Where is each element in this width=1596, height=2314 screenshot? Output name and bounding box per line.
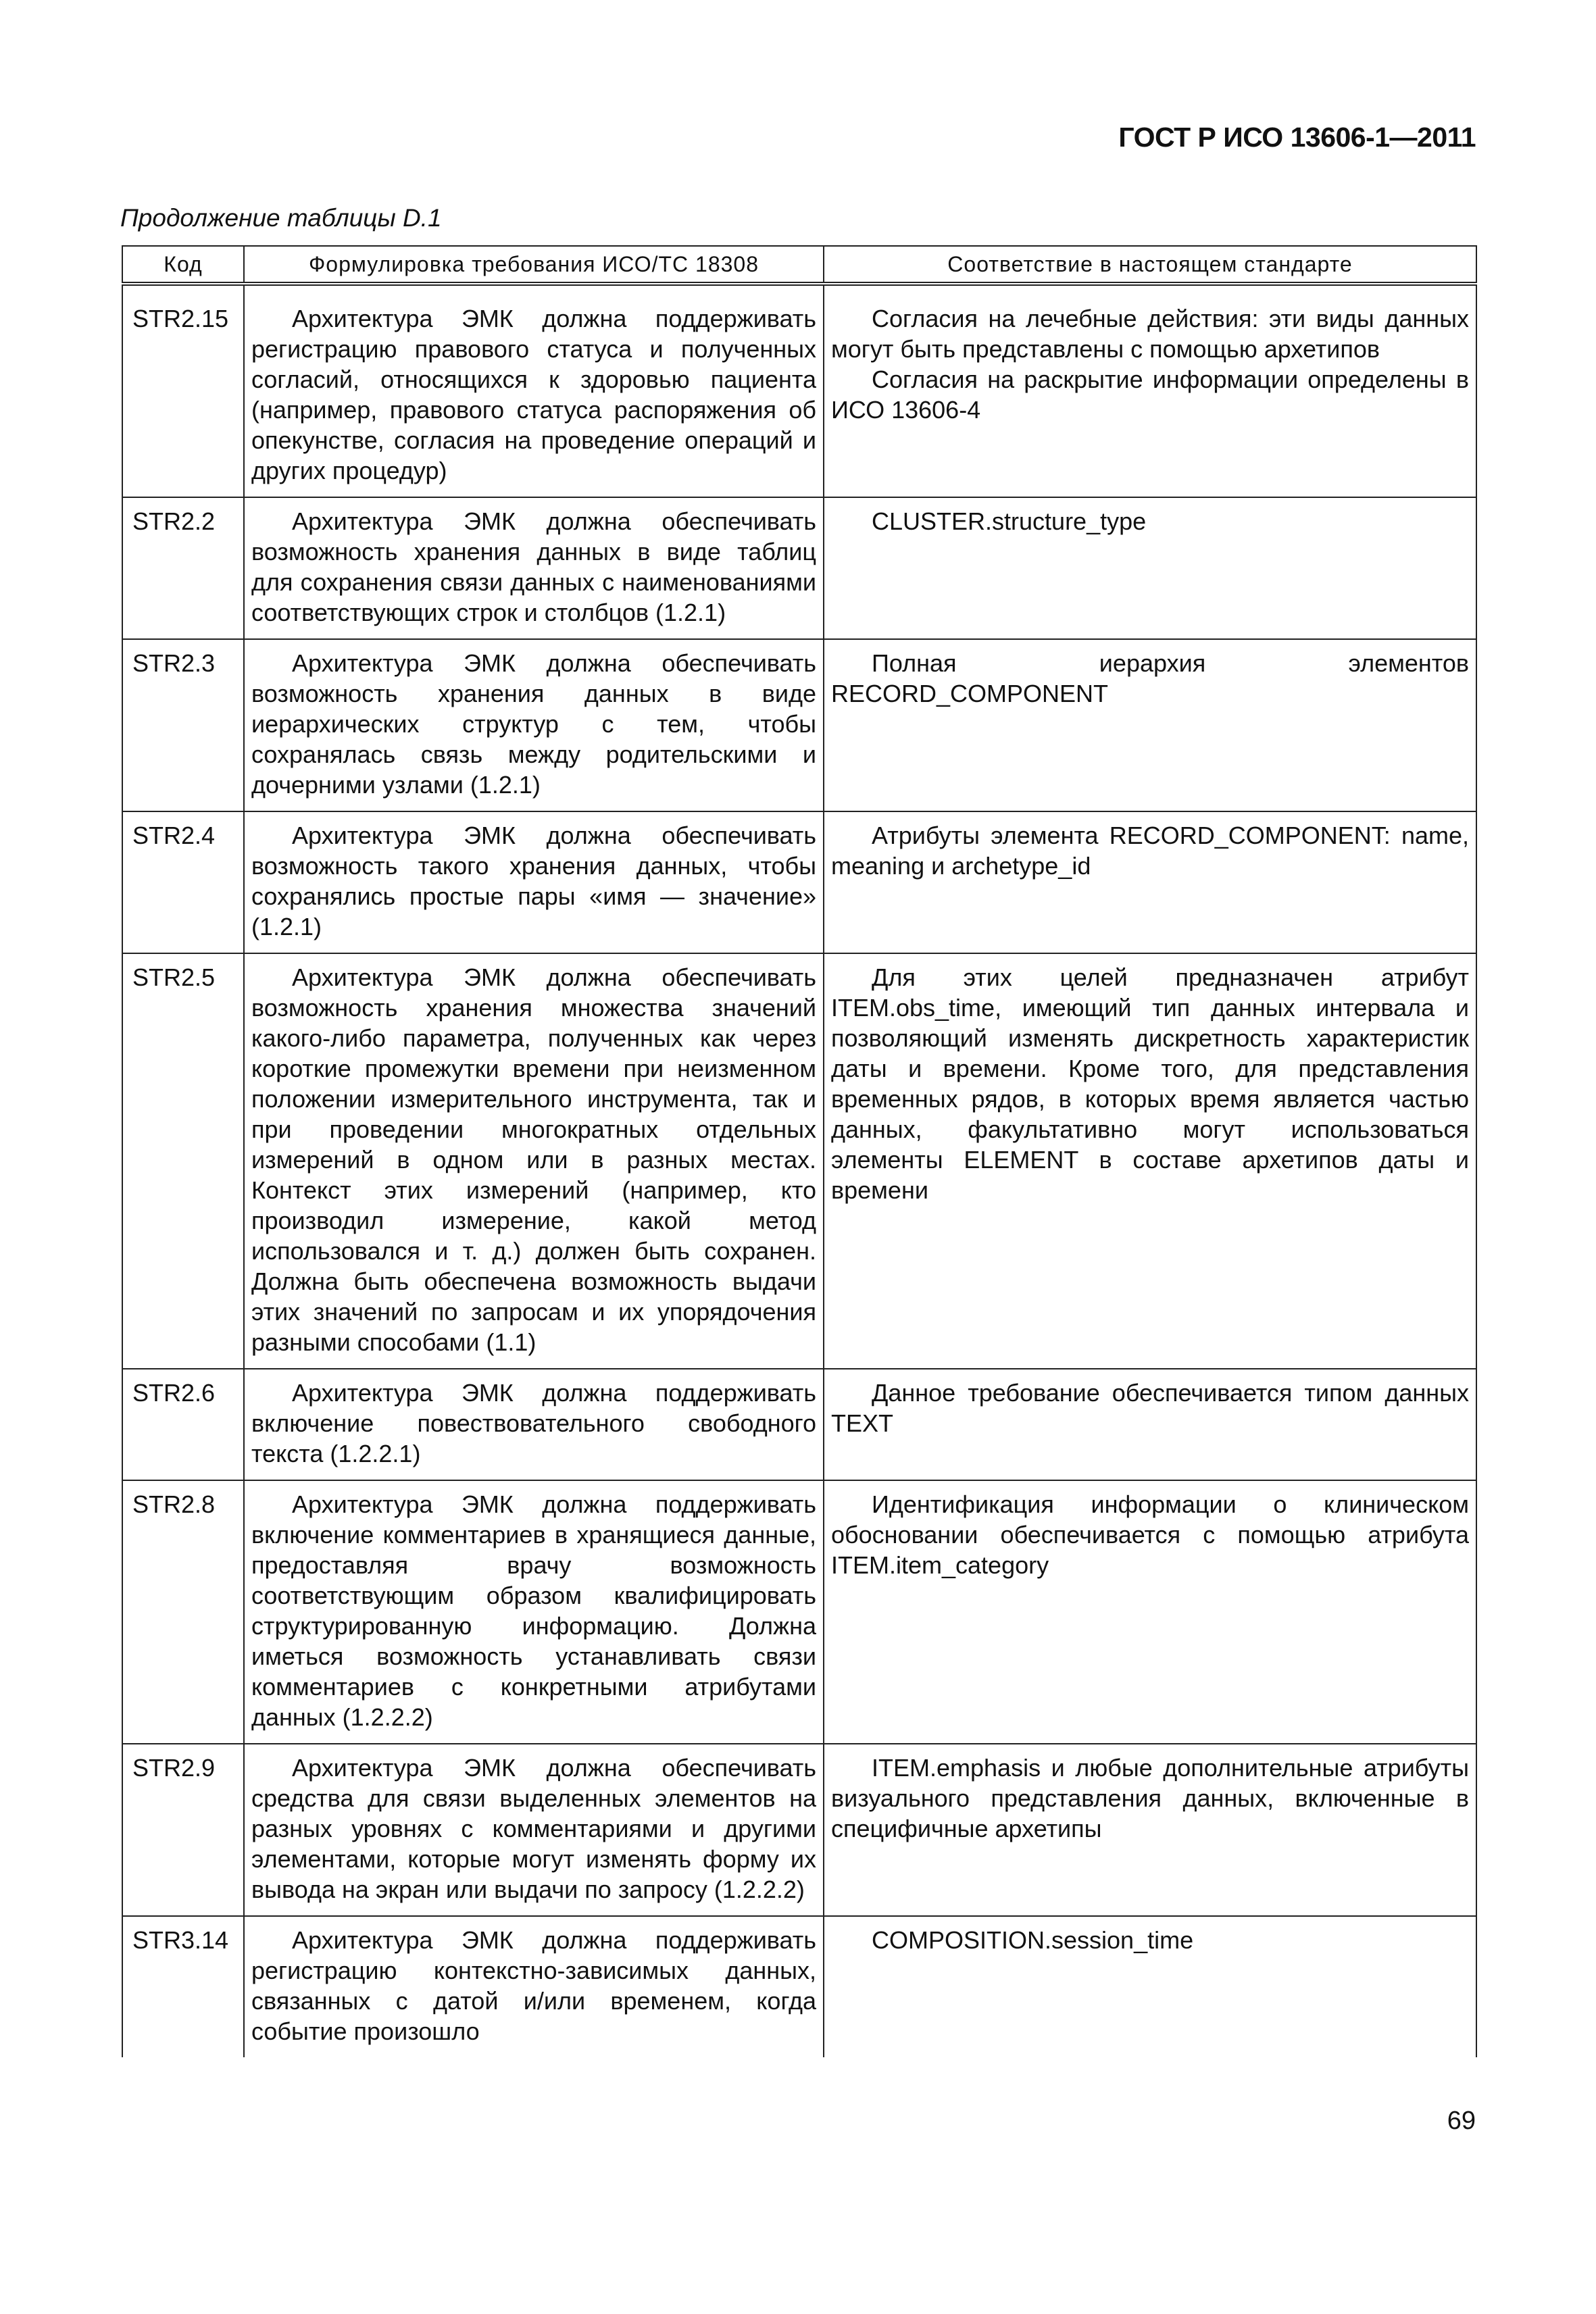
table-caption: Продолжение таблицы D.1 xyxy=(120,204,442,232)
page-number: 69 xyxy=(1447,2107,1476,2135)
table-row xyxy=(122,811,1476,953)
row-conformance xyxy=(824,1744,1476,1916)
column-header-code: Код xyxy=(122,246,244,284)
row-requirement: Архитектура ЭМК должна обеспечивать средства для связи выделенных элементов на разных уровнях с комментариями и другими элементами, которые могут изменять форму их вывода на экран или выдачи по запросу (1.2.2.2) xyxy=(244,1744,824,1916)
row-conformance xyxy=(824,639,1476,811)
table-row xyxy=(122,953,1476,1369)
conformance-paragraph: CLUSTER.structure_type xyxy=(872,507,1147,535)
document-id-header: ГОСТ Р ИСО 13606-1—2011 xyxy=(1118,122,1476,153)
row-requirement: Архитектура ЭМК должна обеспечивать возможность хранения данных в виде иерархических структур с тем, чтобы сохранялась связь между родительскими и дочерними узлами (1.2.1) xyxy=(244,639,824,811)
conformance-paragraph: Согласия на лечебные действия: эти виды данных могут быть представлены с помощью архетипов xyxy=(831,305,1469,363)
row-code: STR2.5 xyxy=(122,953,244,1369)
row-requirement: Архитектура ЭМК должна поддерживать включение комментариев в хранящиеся данные, предоставляя врачу возможность соответствующим образом квалифицировать структурированную информацию. Должна иметься возможность устанавливать связи комментариев с конкретными атрибутами данных (1.2.2.2) xyxy=(244,1480,824,1744)
table-row xyxy=(122,1744,1476,1916)
row-code: STR2.6 xyxy=(122,1369,244,1480)
conformance-paragraph: Для этих целей предназначен атрибут ITEM.obs_time, имеющий тип данных интервала и позволяющий изменять дискретность характеристик даты и времени. Кроме того, для представления временных рядов, в которых время является частью данных, факультативно могут использоваться элементы ELEMENT в составе архетипов даты и времени xyxy=(831,963,1469,1204)
table-row xyxy=(122,497,1476,639)
row-conformance xyxy=(824,284,1476,497)
row-conformance xyxy=(824,953,1476,1369)
conformance-paragraph: COMPOSITION.session_time xyxy=(872,1926,1194,1954)
row-code: STR2.15 xyxy=(122,284,244,497)
row-requirement: Архитектура ЭМК должна поддерживать регистрацию правового статуса и полученных согласий, относящихся к здоровью пациента (например, правового статуса распоряжения об опекунстве, согласия на проведение операций и других процедур) xyxy=(244,284,824,497)
row-requirement: Архитектура ЭМК должна обеспечивать возможность такого хранения данных, чтобы сохранялись простые пары «имя — значение» (1.2.1) xyxy=(244,811,824,953)
conformance-paragraph: ITEM.emphasis и любые дополнительные атрибуты визуального представления данных, включенные в специфичные архетипы xyxy=(831,1754,1469,1842)
conformance-paragraph: Полная иерархия элементов RECORD_COMPONENT xyxy=(831,649,1469,707)
table-row xyxy=(122,1480,1476,1744)
table-row xyxy=(122,1916,1476,2057)
row-code: STR2.2 xyxy=(122,497,244,639)
row-code: STR2.3 xyxy=(122,639,244,811)
table-row xyxy=(122,284,1476,497)
row-conformance xyxy=(824,1916,1476,2057)
conformance-paragraph: Атрибуты элемента RECORD_COMPONENT: name, meaning и archetype_id xyxy=(831,822,1469,880)
row-requirement: Архитектура ЭМК должна обеспечивать возможность хранения множества значений какого-либо параметра, полученных как через короткие промежутки времени при неизменном положении измерительного инструмента, так и при проведении многократных отдельных измерений в одном или в разных местах. Контекст этих измерений (например, кто производил измерение, какой метод использовался и т. д.) должен быть сохранен. Должна быть обеспечена возможность выдачи этих значений по запросам и их упорядочения разными способами (1.1) xyxy=(244,953,824,1369)
column-header-conformance: Соответствие в настоящем стандарте xyxy=(824,246,1476,284)
row-conformance xyxy=(824,1369,1476,1480)
row-code: STR2.4 xyxy=(122,811,244,953)
row-requirement: Архитектура ЭМК должна обеспечивать возможность хранения данных в виде таблиц для сохранения связи данных с наименованиями соответствующих строк и столбцов (1.2.1) xyxy=(244,497,824,639)
conformance-paragraph: Согласия на раскрытие информации определены в ИСО 13606-4 xyxy=(831,366,1469,424)
row-conformance xyxy=(824,811,1476,953)
table-header-row xyxy=(122,246,1476,284)
table-row xyxy=(122,639,1476,811)
column-header-requirement: Формулировка требования ИСО/ТС 18308 xyxy=(244,246,824,284)
row-requirement: Архитектура ЭМК должна поддерживать включение повествовательного свободного текста (1.2.2.1) xyxy=(244,1369,824,1480)
conformance-paragraph: Данное требование обеспечивается типом данных TEXT xyxy=(831,1379,1469,1437)
row-code: STR2.9 xyxy=(122,1744,244,1916)
conformance-paragraph: Идентификация информации о клиническом обосновании обеспечивается с помощью атрибута ITEM.item_category xyxy=(831,1490,1469,1579)
row-conformance xyxy=(824,497,1476,639)
row-code: STR3.14 xyxy=(122,1916,244,2057)
table-row xyxy=(122,1369,1476,1480)
row-code: STR2.8 xyxy=(122,1480,244,1744)
row-conformance xyxy=(824,1480,1476,1744)
row-requirement: Архитектура ЭМК должна поддерживать регистрацию контекстно-зависимых данных, связанных с датой и/или временем, когда событие произошло xyxy=(244,1916,824,2057)
requirements-table xyxy=(122,245,1477,2057)
